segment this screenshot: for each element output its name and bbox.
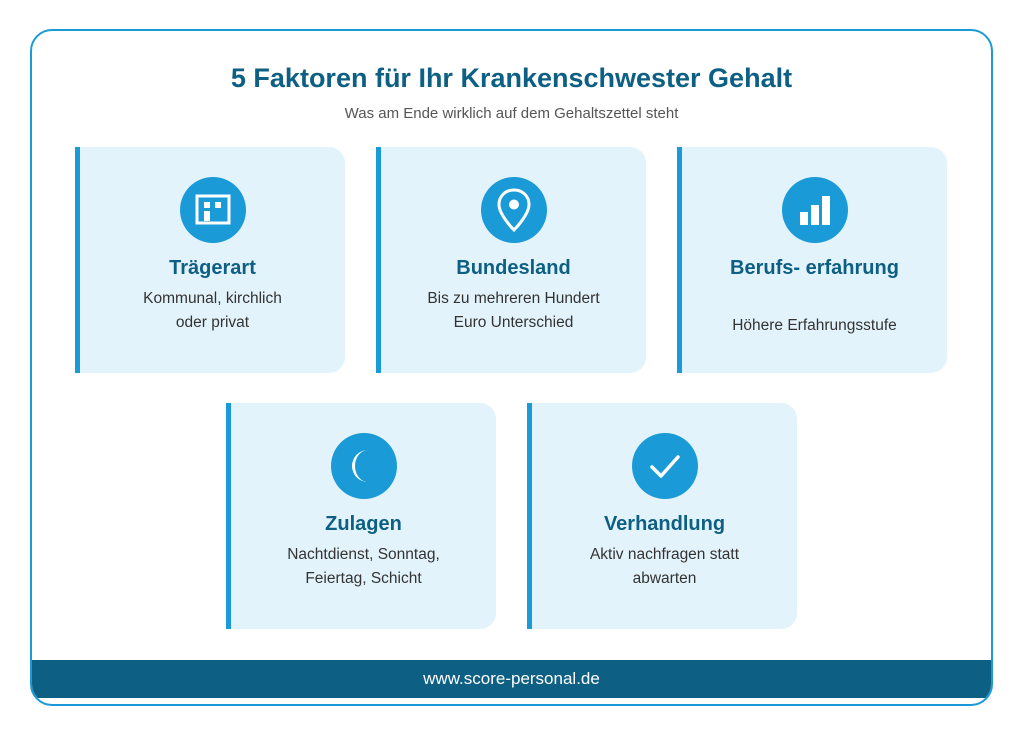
card-desc-line: oder privat: [175, 314, 250, 331]
card-desc-line: Bis zu mehreren Hundert: [427, 290, 600, 307]
card-title-line: Verhandlung: [603, 513, 726, 535]
footer-url[interactable]: www.score-personal.de: [32, 660, 991, 698]
card-description: [231, 543, 496, 591]
card-title: [381, 255, 646, 282]
card-title: [682, 255, 947, 282]
card-title-line: Berufs-: [730, 257, 801, 279]
factor-card-zulagen: [226, 403, 496, 629]
card-title: [80, 255, 345, 282]
building-icon: [180, 177, 246, 243]
card-title-line: erfahrung: [805, 257, 899, 279]
moon-icon: [331, 433, 397, 499]
card-description: [682, 314, 947, 338]
card-desc-line: abwarten: [632, 570, 697, 587]
card-title-line: Trägerart: [169, 257, 256, 279]
map-pin-icon: [481, 177, 547, 243]
checkmark-icon: [632, 433, 698, 499]
card-title: [231, 511, 496, 538]
page-subtitle: Was am Ende wirklich auf dem Gehaltszettel steht: [344, 105, 679, 122]
factor-card-bundesland: [376, 147, 646, 373]
card-title-line: Bundesland: [456, 257, 571, 279]
page-title: 5 Faktoren für Ihr Krankenschwester Gehalt: [230, 63, 793, 93]
card-description: [381, 287, 646, 335]
card-desc-line: Feiertag, Schicht: [305, 570, 422, 587]
infographic-frame: [30, 29, 993, 706]
card-title-line: Zulagen: [325, 513, 402, 535]
card-title: [532, 511, 797, 538]
card-desc-line: Kommunal, kirchlich: [143, 290, 282, 307]
card-description: [532, 543, 797, 591]
factor-card-berufserfahrung: [677, 147, 947, 373]
card-desc-line: Aktiv nachfragen statt: [589, 546, 740, 563]
card-desc-line: Höhere Erfahrungsstufe: [732, 317, 897, 334]
factor-card-traegerart: [75, 147, 345, 373]
card-desc-line: Nachtdienst, Sonntag,: [287, 546, 440, 563]
card-desc-line: Euro Unterschied: [453, 314, 574, 331]
bar-chart-icon: [782, 177, 848, 243]
card-description: [80, 287, 345, 335]
factor-card-verhandlung: [527, 403, 797, 629]
